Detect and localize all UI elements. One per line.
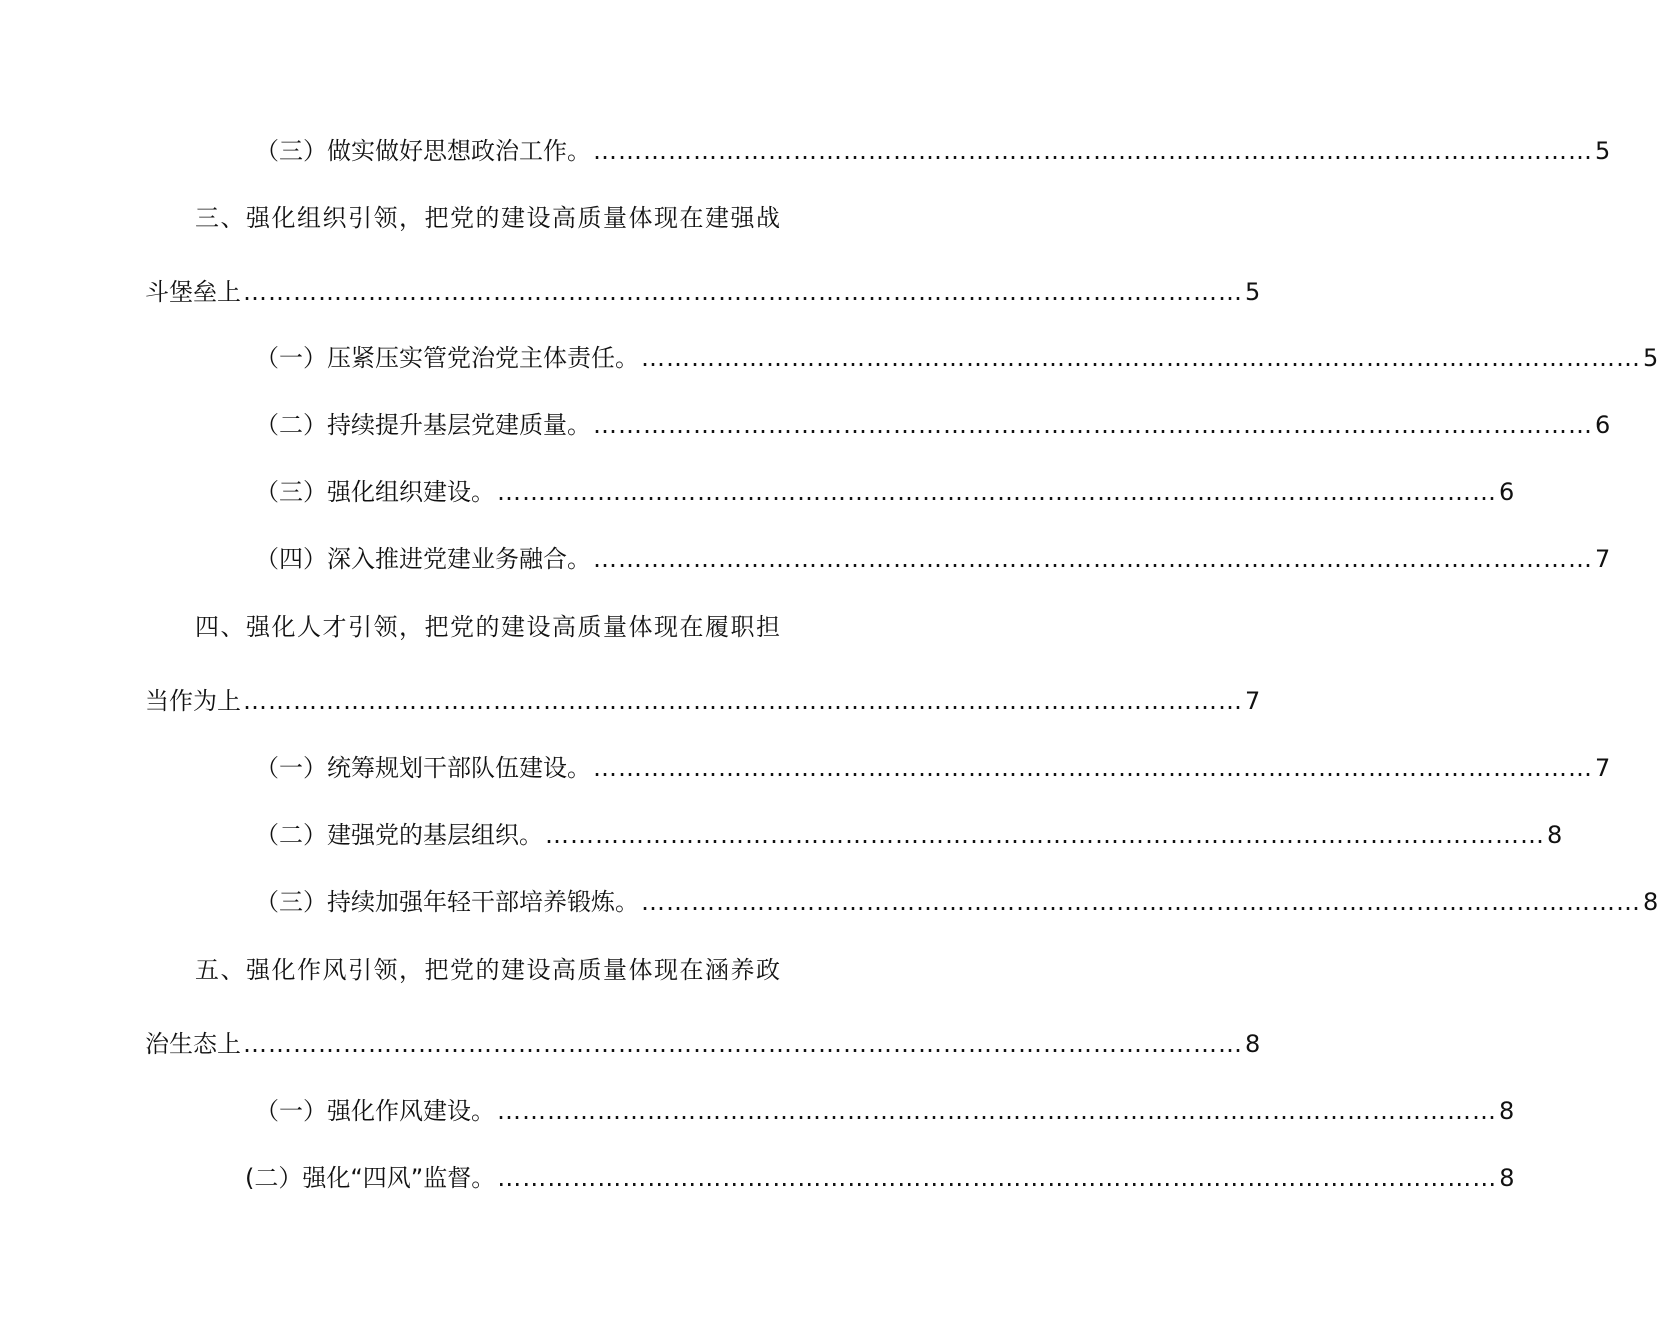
toc-entry-8[interactable]	[255, 818, 1563, 852]
toc-heading-3[interactable]: 三、强化组织引领，把党的建设高质量体现在建强战	[195, 204, 782, 232]
toc-entry-label: （一）统筹规划干部队伍建设。	[255, 754, 591, 782]
toc-page-number: 7	[1245, 687, 1261, 715]
toc-leader: …………………………………………………………………………………………………………	[641, 888, 1641, 916]
toc-entry-0[interactable]	[255, 134, 1611, 168]
toc-page-number: 8	[1499, 1097, 1515, 1125]
toc-entry-label: 治生态上	[145, 1030, 241, 1058]
toc-leader: …………………………………………………………………………………………………………	[641, 344, 1641, 372]
toc-page-number: 8	[1643, 888, 1658, 916]
toc-page-number: 5	[1245, 278, 1261, 306]
toc-entry-label: （四）深入推进党建业务融合。	[255, 545, 591, 573]
toc-entry-label: (二）强化“四风”监督。	[245, 1164, 496, 1192]
toc-entry-10[interactable]	[145, 1027, 1261, 1061]
toc-entry-12[interactable]	[245, 1161, 1515, 1195]
toc-entry-label: （三）强化组织建设。	[255, 478, 495, 506]
toc-leader: …………………………………………………………………………………………………………	[243, 278, 1243, 306]
toc-entry-9[interactable]	[255, 885, 1658, 919]
toc-page-number: 5	[1643, 344, 1658, 372]
toc-leader: …………………………………………………………………………………………………………	[545, 821, 1545, 849]
toc-page-number: 8	[1499, 1164, 1515, 1192]
toc-entry-7[interactable]	[255, 751, 1611, 785]
toc-leader: …………………………………………………………………………………………………………	[497, 1164, 1498, 1192]
toc-page-number: 6	[1499, 478, 1515, 506]
toc-entry-11[interactable]	[255, 1094, 1515, 1128]
toc-entry-label: （二）建强党的基层组织。	[255, 821, 543, 849]
toc-leader: …………………………………………………………………………………………………………	[593, 754, 1593, 782]
toc-leader: …………………………………………………………………………………………………………	[243, 1030, 1243, 1058]
toc-page-number: 7	[1595, 545, 1611, 573]
toc-entry-5[interactable]	[255, 542, 1611, 576]
toc-leader: …………………………………………………………………………………………………………	[243, 687, 1243, 715]
toc-leader: …………………………………………………………………………………………………………	[497, 1097, 1497, 1125]
toc-entry-3[interactable]	[255, 408, 1611, 442]
toc-leader: …………………………………………………………………………………………………………	[593, 545, 1593, 573]
toc-entry-4[interactable]	[255, 475, 1515, 509]
toc-entry-label: （三）持续加强年轻干部培养锻炼。	[255, 888, 639, 916]
toc-page-number: 6	[1595, 411, 1611, 439]
toc-leader: …………………………………………………………………………………………………………	[593, 137, 1593, 165]
toc-entry-label: 斗堡垒上	[145, 278, 241, 306]
toc-entry-label: 当作为上	[145, 687, 241, 715]
toc-entry-1[interactable]	[145, 275, 1261, 309]
toc-entry-2[interactable]	[255, 341, 1658, 375]
toc-heading-4[interactable]: 四、强化人才引领，把党的建设高质量体现在履职担	[195, 613, 782, 641]
toc-entry-6[interactable]	[145, 684, 1261, 718]
toc-page-number: 7	[1595, 754, 1611, 782]
toc-entry-label: （一）压紧压实管党治党主体责任。	[255, 344, 639, 372]
toc-heading-5[interactable]: 五、强化作风引领，把党的建设高质量体现在涵养政	[195, 956, 782, 984]
toc-page-number: 5	[1595, 137, 1611, 165]
toc-leader: …………………………………………………………………………………………………………	[593, 411, 1593, 439]
toc-page-number: 8	[1547, 821, 1563, 849]
toc-entry-label: （三）做实做好思想政治工作。	[255, 137, 591, 165]
toc-page-number: 8	[1245, 1030, 1261, 1058]
toc-leader: …………………………………………………………………………………………………………	[497, 478, 1497, 506]
toc-entry-label: （二）持续提升基层党建质量。	[255, 411, 591, 439]
toc-entry-label: （一）强化作风建设。	[255, 1097, 495, 1125]
